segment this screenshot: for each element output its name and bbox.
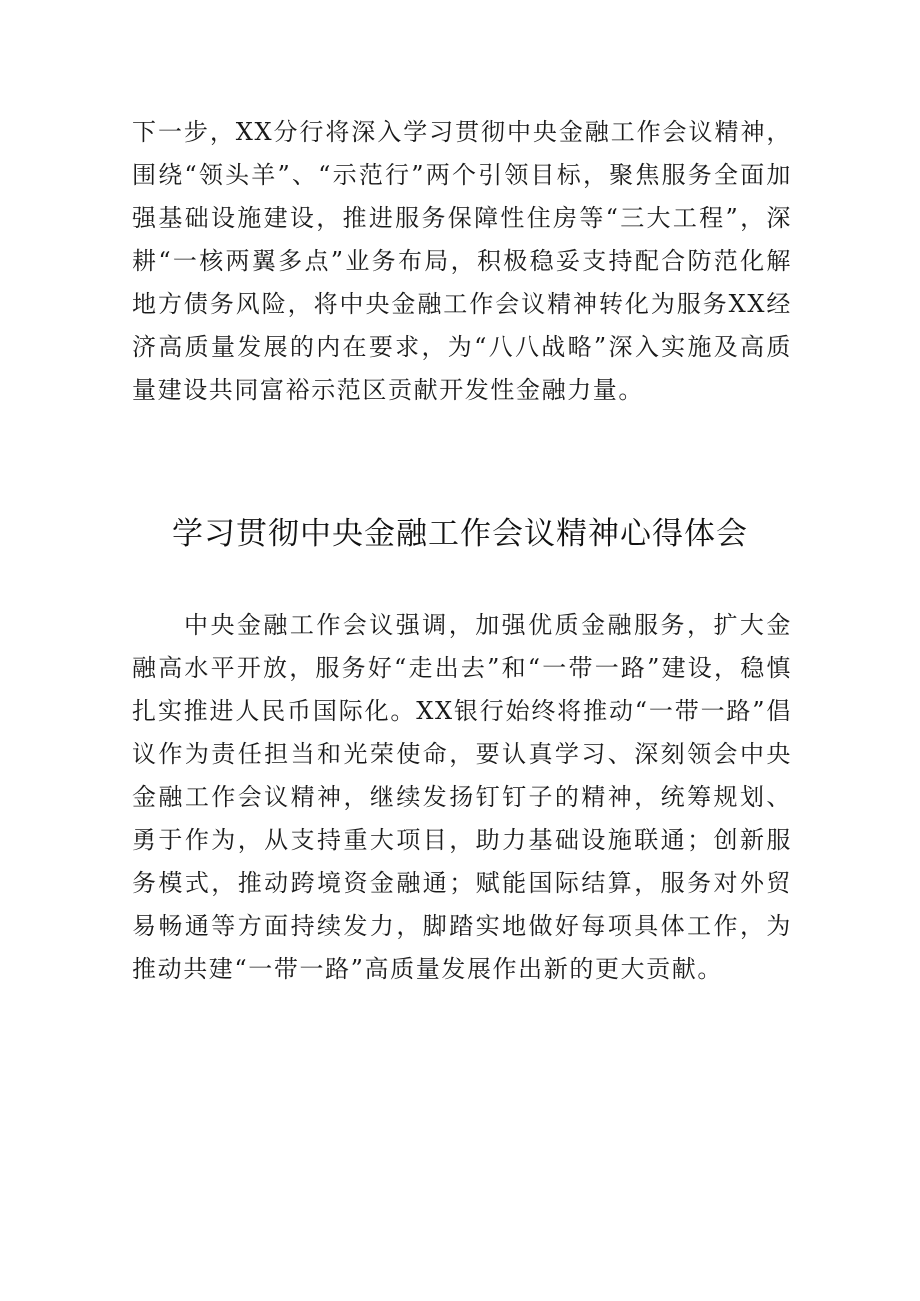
body-paragraph-previous-section: 下一步，XX分行将深入学习贯彻中央金融工作会议精神，围绕“领头羊”、“示范行”两个引领目标，聚焦服务全面加强基础设施建设，推进服务保障性住房等“三大工程”，深耕“一核两翼多点”业务布局，积极稳妥支持配合防范化解地方债务风险，将中央金融工作会议精神转化为服务XX经济高质量发展的内在要求，为“八八战略”深入实施及高质量建设共同富裕示范区贡献开发性金融力量。 [132, 118, 792, 404]
document-title: 学习贯彻中央金融工作会议精神心得体会 [172, 516, 748, 552]
body-paragraph-main: 中央金融工作会议强调，加强优质金融服务，扩大金融高水平开放，服务好“走出去”和“一带一路”建设，稳慎扎实推进人民币国际化。XX银行始终将推动“一带一路”倡议作为责任担当和光荣使命，要认真学习、深刻领会中央金融工作会议精神，继续发扬钉钉子的精神，统筹规划、勇于作为，从支持重大项目，助力基础设施联通；创新服务模式，推动跨境资金融通；赋能国际结算，服务对外贸易畅通等方面持续发力，脚踏实地做好每项具体工作，为推动共建“一带一路”高质量发展作出新的更大贡献。 [132, 611, 792, 983]
